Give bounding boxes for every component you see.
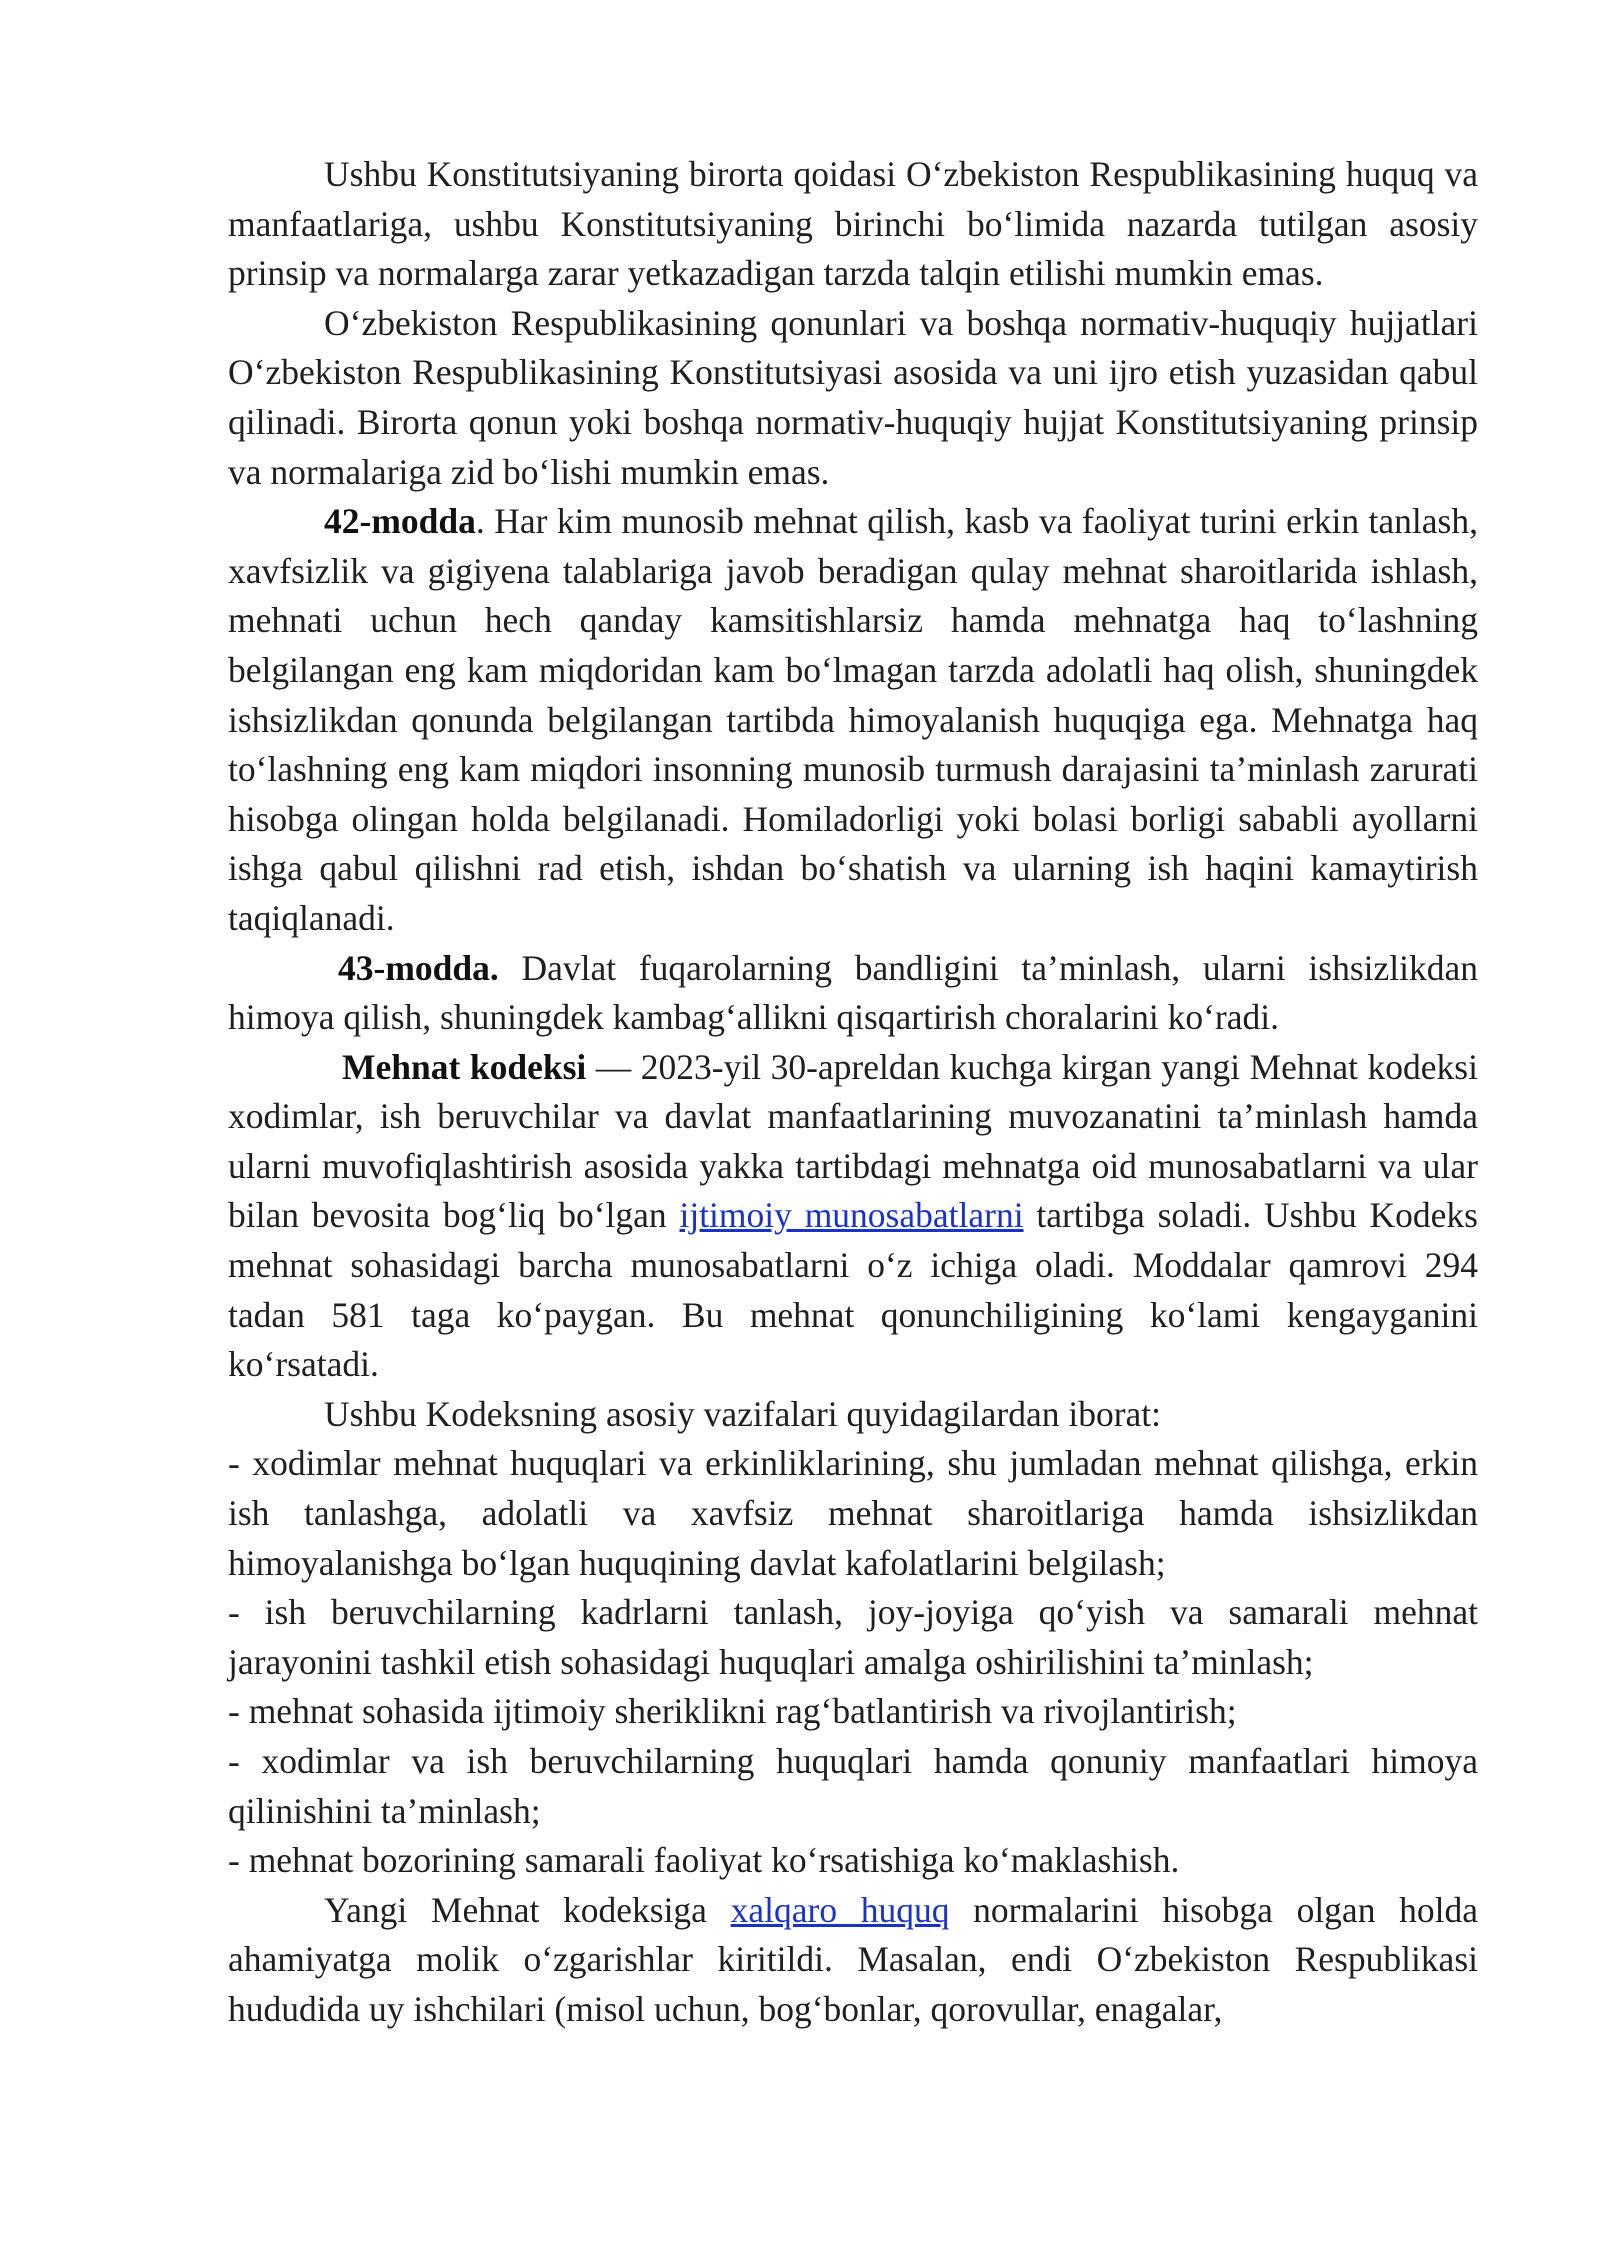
list-item-task-5: [228, 1836, 1478, 1886]
article-42-heading: 42-modda: [324, 501, 476, 542]
link-social-relations[interactable]: ijtimoiy munosabatlarni: [679, 1195, 1024, 1236]
paragraph-text: O‘zbekiston Respublikasining qonunlari va boshqa normativ-huquqiy hujjatlari O‘zbekiston Respublikasining Konstitutsiyasi asosida va uni ijro etish yuzasidan qabul qilinadi. Birorta qonun yoki boshqa normativ-huquqiy hujjat Konstitutsiyaning prinsip va normalariga zid bo‘lishi mumkin emas.: [228, 302, 1478, 492]
article-43-heading: 43-modda.: [338, 947, 499, 988]
paragraph-code-tasks-intro: [228, 1390, 1478, 1440]
link-international-law[interactable]: xalqaro huquq: [730, 1889, 950, 1930]
paragraph-text: Ushbu Konstitutsiyaning birorta qoidasi O‘zbekiston Respublikasining huquq va manfaatlariga, ushbu Konstitutsiyaning birinchi bo‘limida nazarda tutilgan asosiy prinsip va normalarga zarar yetkazadigan tarzda talqin etilishi mumkin emas.: [228, 154, 1478, 294]
list-item-text: - xodimlar va ish beruvchilarning huquqlari hamda qonuniy manfaatlari himoya qilinishini ta’minlash;: [228, 1741, 1478, 1831]
list-item-task-1: [228, 1439, 1478, 1588]
paragraph-text: — 2023-yil 30-apreldan kuchga kirgan yangi Mehnat kodeksi xodimlar, ish beruvchilar va davlat manfaatlarining muvozanatini ta’minlash hamda ularni muvofiqlashtirish asosida yakka tartibdagi mehnatga oid munosabatlarni va ular bilan bevosita bog‘liq bo‘lgan: [228, 1046, 1478, 1236]
list-item-task-4: [228, 1737, 1478, 1836]
paragraph-text: Ushbu Kodeksning asosiy vazifalari quyidagilardan iborat:: [324, 1393, 1162, 1434]
list-item-task-2: [228, 1588, 1478, 1687]
list-item-task-3: [228, 1687, 1478, 1737]
list-item-text: - mehnat bozorining samarali faoliyat ko‘rsatishiga ko‘maklashish.: [228, 1840, 1180, 1881]
document-body: [228, 150, 1478, 2035]
paragraph-laws-adoption: [228, 299, 1478, 497]
labor-code-heading: Mehnat kodeksi: [342, 1046, 587, 1087]
list-item-text: - mehnat sohasida ijtimoiy sheriklikni rag‘batlantirish va rivojlantirish;: [228, 1691, 1237, 1732]
list-item-text: - xodimlar mehnat huquqlari va erkinliklarining, shu jumladan mehnat qilishga, erkin ish tanlashga, adolatli va xavfsiz mehnat sharoitlariga hamda ishsizlikdan himoyalanishga bo‘lgan huquqining davlat kafolatlarini belgilash;: [228, 1443, 1478, 1583]
list-item-text: - ish beruvchilarning kadrlarni tanlash, joy-joyiga qo‘yish va samarali mehnat jarayonini tashkil etish sohasidagi huquqlari amalga oshirilishini ta’minlash;: [228, 1592, 1478, 1682]
paragraph-text: normalarini hisobga olgan holda ahamiyatga molik o‘zgarishlar kiritildi. Masalan, endi O‘zbekiston Respublikasi hududida uy ishchilari (misol uchun, bog‘bonlar, qorovullar, enagalar,: [228, 1889, 1478, 2029]
paragraph-text: Davlat fuqarolarning bandligini ta’minlash, ularni ishsizlikdan himoya qilish, shuningdek kambag‘allikni qisqartirish choralarini ko‘radi.: [228, 947, 1478, 1038]
paragraph-text: tartibga soladi. Ushbu Kodeks mehnat sohasidagi barcha munosabatlarni o‘z ichiga oladi. Moddalar qamrovi 294 tadan 581 taga ko‘paygan. Bu mehnat qonunchiligining ko‘lami kengayganini ko‘rsatadi.: [228, 1195, 1479, 1385]
paragraph-labor-code: [228, 1043, 1478, 1390]
paragraph-article-43: [228, 944, 1478, 1043]
paragraph-constitution-interpretation: [228, 150, 1478, 299]
paragraph-text: Yangi Mehnat kodeksiga: [324, 1889, 731, 1930]
paragraph-article-42: [228, 497, 1478, 943]
paragraph-text: . Har kim munosib mehnat qilish, kasb va faoliyat turini erkin tanlash, xavfsizlik va gigiyena talablariga javob beradigan qulay mehnat sharoitlarida ishlash, mehnati uchun hech qanday kamsitishlarsiz hamda mehnatga haq to‘lashning belgilangan eng kam miqdoridan kam bo‘lmagan tarzda adolatli haq olish, shuningdek ishsizlikdan qonunda belgilangan tartibda himoyalanish huquqiga ega. Mehnatga haq to‘lashning eng kam miqdori insonning munosib turmush darajasini ta’minlash zarurati hisobga olingan holda belgilanadi. Homiladorligi yoki bolasi borligi sababli ayollarni ishga qabul qilishni rad etish, ishdan bo‘shatish va ularning ish haqini kamaytirish taqiqlanadi.: [228, 501, 1478, 938]
paragraph-international-law: [228, 1886, 1478, 2035]
